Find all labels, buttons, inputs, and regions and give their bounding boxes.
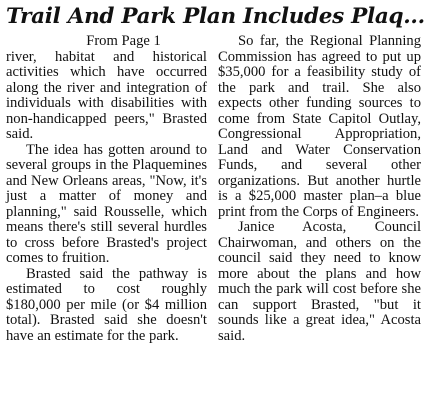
continuation-line: From Page 1: [86, 33, 161, 49]
paragraph: The idea has gotten around to several groups in the Plaquemines and New Orleans areas, "Now, it's just a matter of money and planning," said Rousselle, which means there's still several hurdles to cross before Brasted's project comes to fruition.: [6, 141, 207, 266]
paragraph: So far, the Regional Planning Commission has agreed to put up $35,000 for a feasibility study of the park and trail. She also expects other funding sources to come from State Capitol Outlay, Congressional Appropriation, Land and Water Conservation Funds, and several other organizations. But another hurtle is a $25,000 master plan–a blue print from the Corps of Engineers.: [218, 33, 421, 220]
left-column: [6, 34, 207, 344]
article-headline: Trail And Park Plan Includes Plaq...: [6, 4, 425, 29]
right-column: [218, 34, 421, 344]
paragraph: Brasted said the pathway is estimated to cost roughly $180,000 per mile (or $4 million total). Brasted said she doesn't have an estimate for the park.: [6, 265, 207, 344]
paragraph: Janice Acosta, Council Chairwoman, and others on the council said they need to know more about the plans and how much the park will cost before she can support Brasted, "but it sounds like a great idea," Acosta said.: [218, 219, 421, 344]
paragraph: river, habitat and historical activities which have occurred along the river and integration of individuals with disabilities with non-handicapped peers," Brasted said.: [6, 48, 207, 142]
